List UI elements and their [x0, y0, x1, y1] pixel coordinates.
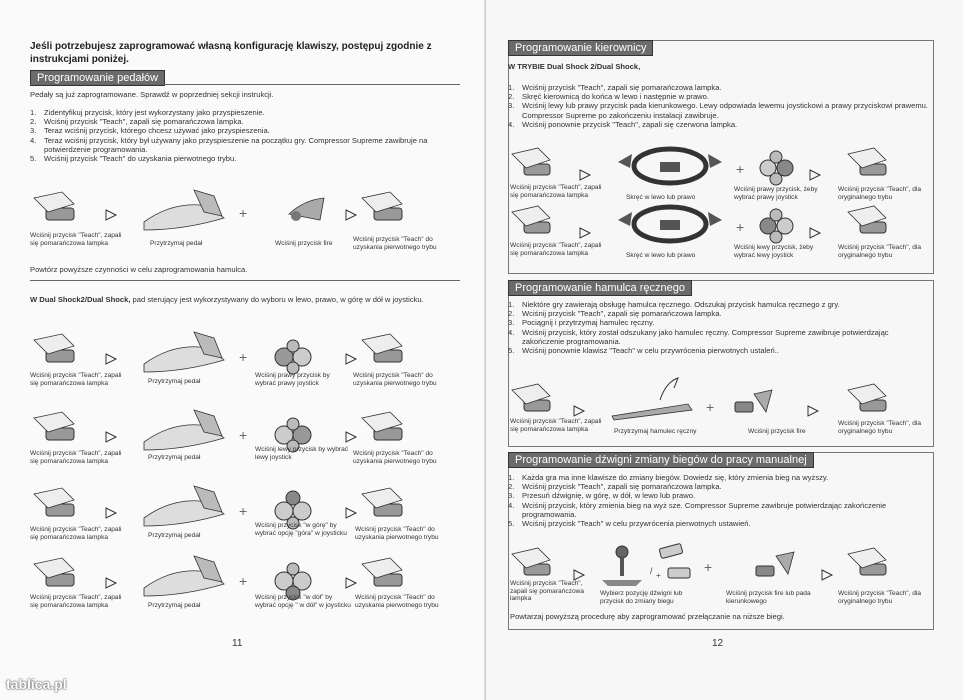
section-rule [30, 280, 460, 281]
caption-hold-pedal: Przytrzymaj pedał [150, 240, 203, 247]
handbrake-icon [612, 378, 692, 420]
list-item: 2. Wciśnij przycisk "Teach", zapali się pomarańczowa lampka. [508, 482, 722, 492]
plus-icon: + [239, 205, 248, 221]
caption-hold-handbrake: Przytrzymaj hamulec ręczny [614, 428, 697, 435]
svg-text:+: + [239, 349, 248, 365]
repeat-brake-text: Powtórz powyższe czynności w celu zaprogramowania hamulca. [30, 265, 248, 274]
steering-wheel-icon [618, 149, 722, 183]
svg-text:+: + [239, 573, 248, 589]
dualshock-intro: W Dual Shock2/Dual Shock, pad sterujący jest wykorzystywany do wyboru w lewo, prawo, w górę w dół w joysticku. [30, 295, 424, 304]
joystick-row [0, 482, 485, 552]
pedals-header-rule [30, 84, 460, 85]
arrow-icon [346, 210, 356, 220]
list-item: 2. Wciśnij przycisk "Teach", zapali się pomarańczowa lampka. [508, 309, 722, 319]
joystick-row [0, 406, 485, 476]
dpad-icon [760, 151, 793, 185]
gear-section-header: Programowanie dźwigni zmiany biegów do pracy manualnej [508, 452, 814, 468]
caption-gear-choose: Wybierz pozycję dźwigni lub przycisk do zmiany biegu [600, 590, 683, 605]
teach-button-icon [362, 192, 402, 220]
repeat-lower-text: Powtarzaj powyższą procedurę aby zaprogramować przełączanie na niższe biegi. [510, 612, 785, 621]
caption-left-button: Wciśnij lewy przycisk, żeby wybrać lewy joystick [734, 244, 814, 259]
caption-joystick-action: Wciśnij prawy przycisk by wybrać prawy joystick [255, 372, 330, 387]
caption-hold-pedal: Przytrzymaj pedał [148, 532, 201, 539]
list-item: 2. Wciśnij przycisk "Teach", zapali się pomarańczowa lampka. [30, 117, 244, 127]
caption-teach: Wciśnij przycisk "Teach", zapali się pomarańczowa lampka [30, 232, 122, 247]
list-item: 3. Przesuń dźwignię, w górę, w dół, w lewo lub prawo. [508, 491, 696, 501]
caption-teach-back: Wciśnij przycisk "Teach" do uzyskania pierwotnego trybu [353, 450, 437, 465]
caption-teach: Wciśnij przycisk "Teach", zapali się pomarańczowa lampka [510, 580, 585, 603]
list-item: 1. Wciśnij przycisk "Teach", zapali się pomarańczowa lampka. [508, 83, 722, 92]
svg-text:/: / [650, 566, 653, 576]
caption-teach: Wciśnij przycisk "Teach", zapali się pomarańczowa lampka [30, 372, 122, 387]
fire-button-icon [756, 552, 794, 576]
watermark: tablica.pl [6, 676, 67, 692]
caption-teach-original: Wciśnij przycisk "Teach", dla oryginalnego trybu [838, 186, 922, 201]
list-item: 5. Wciśnij przycisk "Teach" w celu przywrócenia pierwotnych ustawień. [508, 519, 751, 529]
list-item: 2. Skręć kierownicą do końca w lewo i następnie w prawo. [508, 92, 709, 102]
joystick-row [0, 328, 485, 398]
handbrake-section-header: Programowanie hamulca ręcznego [508, 280, 692, 296]
teach-button-icon [34, 192, 74, 220]
pedals-section-header: Programowanie pedałów [30, 70, 165, 86]
caption-teach-back: Wciśnij przycisk "Teach" do uzyskania pierwotnego trybu [355, 594, 439, 609]
right-page [486, 0, 963, 700]
caption-hold-pedal: Przytrzymaj pedał [148, 378, 201, 385]
list-item: 1. Niektóre gry zawierają obsługę hamulca ręcznego. Odszukaj przycisk hamulca ręcznego z gry. [508, 300, 840, 309]
dpad-icon [275, 340, 311, 374]
caption-teach: Wciśnij przycisk "Teach", zapali się pomarańczowa lampka [30, 526, 122, 541]
list-item: 4. Teraz wciśnij przycisk, który był używany jako przyspieszenie na początku gry. Compressor Supreme zawibruje na potwierdzenie programowania. [30, 135, 428, 154]
svg-text:+: + [239, 427, 248, 443]
intro-text: Jeśli potrzebujesz zaprogramować własną konfigurację klawiszy, postępuj zgodnie z instrukcjami poniżej. [30, 41, 432, 65]
caption-press-fire: Wciśnij przycisk fire [748, 428, 806, 435]
caption-teach: Wciśnij przycisk "Teach", zapali się pomarańczowa lampka [30, 450, 122, 465]
svg-text:+: + [736, 161, 745, 177]
caption-joystick-action: Wciśnij lewy przycisk by wybrać lewy joystick [255, 446, 349, 461]
caption-teach-original: Wciśnij przycisk "Teach", dla oryginalnego trybu [838, 420, 922, 435]
list-item: 1. Zidentyfikuj przycisk, który jest wykorzystany jako przyspieszenie. [30, 108, 265, 117]
caption-joystick-action: Wciśnij przycisk "w dół" by wybrać opcję " w dół" w joysticku [255, 594, 351, 609]
wheel-steps [508, 83, 928, 129]
caption-teach: Wciśnij przycisk "Teach", zapali się pomarańczowa lampka [510, 242, 602, 257]
fire-button-icon [735, 390, 772, 412]
teach-button-icon [512, 148, 550, 175]
caption-turn: Skręć w lewo lub prawo [626, 252, 696, 259]
svg-text:+: + [704, 559, 713, 575]
list-item: 3. Wciśnij lewy lub prawy przycisk pada kierunkowego. Lewy odpowiada lewemu joystickowi a prawy przyciskowi prawemu. Compressor Supreme po zakończeniu instalacji zawibruje. [508, 101, 929, 120]
caption-hold-pedal: Przytrzymaj pedał [148, 454, 201, 461]
gear-buttons-icon [656, 543, 690, 580]
gear-steps [508, 473, 928, 528]
caption-teach-original: Wciśnij przycisk "Teach", dla oryginalnego trybu [838, 244, 922, 259]
caption-turn: Skręć w lewo lub prawo [626, 194, 696, 201]
list-item: 5. Wciśnij ponownie klawisz "Teach" w celu przywrócenia pierwotnych ustaleń.. [508, 346, 779, 356]
list-item: 4. Wciśnij przycisk, który zmienia bieg na wyż sze. Compressor Supreme zawibruje potwierdzając zakończenie programowania. [508, 500, 887, 519]
arrow-icon [106, 210, 116, 220]
list-item: 1. Każda gra ma inne klawisze do zmiany biegów. Dowiedz się, który zmienia bieg na wyższy. [508, 473, 829, 482]
caption-fire-or-dpad: Wciśnij przycisk fire lub pada kierunkowego [726, 590, 811, 605]
pedals-intro: Pedały są już zaprogramowane. Sprawdź w poprzedniej sekcji instrukcji. [30, 90, 274, 99]
svg-text:+: + [736, 219, 745, 235]
joystick-row [0, 552, 485, 622]
caption-right-button: Wciśnij prawy przycisk, żeby wybrać prawy joystick [734, 186, 818, 201]
caption-teach: Wciśnij przycisk "Teach", zapali się pomarańczowa lampka [510, 184, 602, 199]
list-item: 4. Wciśnij przycisk, który został odszukany jako hamulec ręczny. Compressor Supreme zawibruje potwierdzając zakończenie programowania. [508, 327, 889, 346]
caption-press-fire: Wciśnij przycisk fire [275, 240, 333, 247]
list-item: 5. Wciśnij przycisk "Teach" do uzyskania pierwotnego trybu. [30, 154, 237, 164]
caption-hold-pedal: Przytrzymaj pedał [148, 602, 201, 609]
list-item: 4. Wciśnij ponownie przycisk "Teach", zapali się czerwona lampka. [508, 119, 738, 129]
caption-teach-back: Wciśnij przycisk "Teach" do uzyskania pierwotnego trybu [353, 236, 437, 251]
fire-button-icon [289, 198, 324, 221]
caption-teach: Wciśnij przycisk "Teach", zapali się pomarańczowa lampka [30, 594, 122, 609]
caption-joystick-action: Wciśnij przycisk "w górę" by wybrać opcję "góra" w joysticku [255, 522, 347, 537]
caption-teach-back: Wciśnij przycisk "Teach" do uzyskania pierwotnego trybu [355, 526, 439, 541]
caption-teach-back: Wciśnij przycisk "Teach" do uzyskania pierwotnego trybu [353, 372, 437, 387]
svg-text:+: + [239, 503, 248, 519]
handbrake-steps [508, 300, 928, 355]
list-item: 3. Pociągnij i przytrzymaj hamulec ręczny. [508, 318, 655, 328]
page-number: 11 [232, 638, 243, 649]
page-number: 12 [712, 638, 724, 649]
wheel-mode: W TRYBIE Dual Shock 2/Dual Shock, [508, 62, 641, 71]
pedals-steps [30, 108, 450, 163]
caption-teach-original: Wciśnij przycisk "Teach", dla oryginalnego trybu [838, 590, 922, 605]
wheel-section-header: Programowanie kierownicy [508, 40, 653, 56]
pedal-icon [144, 190, 224, 230]
caption-teach: Wciśnij przycisk "Teach", zapali się pomarańczowa lampka [510, 418, 602, 433]
gear-lever-icon [602, 546, 642, 586]
svg-text:+: + [656, 571, 661, 580]
list-item: 3. Teraz wciśnij przycisk, którego chcesz używać jako przyspieszenia. [30, 126, 270, 136]
svg-text:+: + [706, 399, 715, 415]
